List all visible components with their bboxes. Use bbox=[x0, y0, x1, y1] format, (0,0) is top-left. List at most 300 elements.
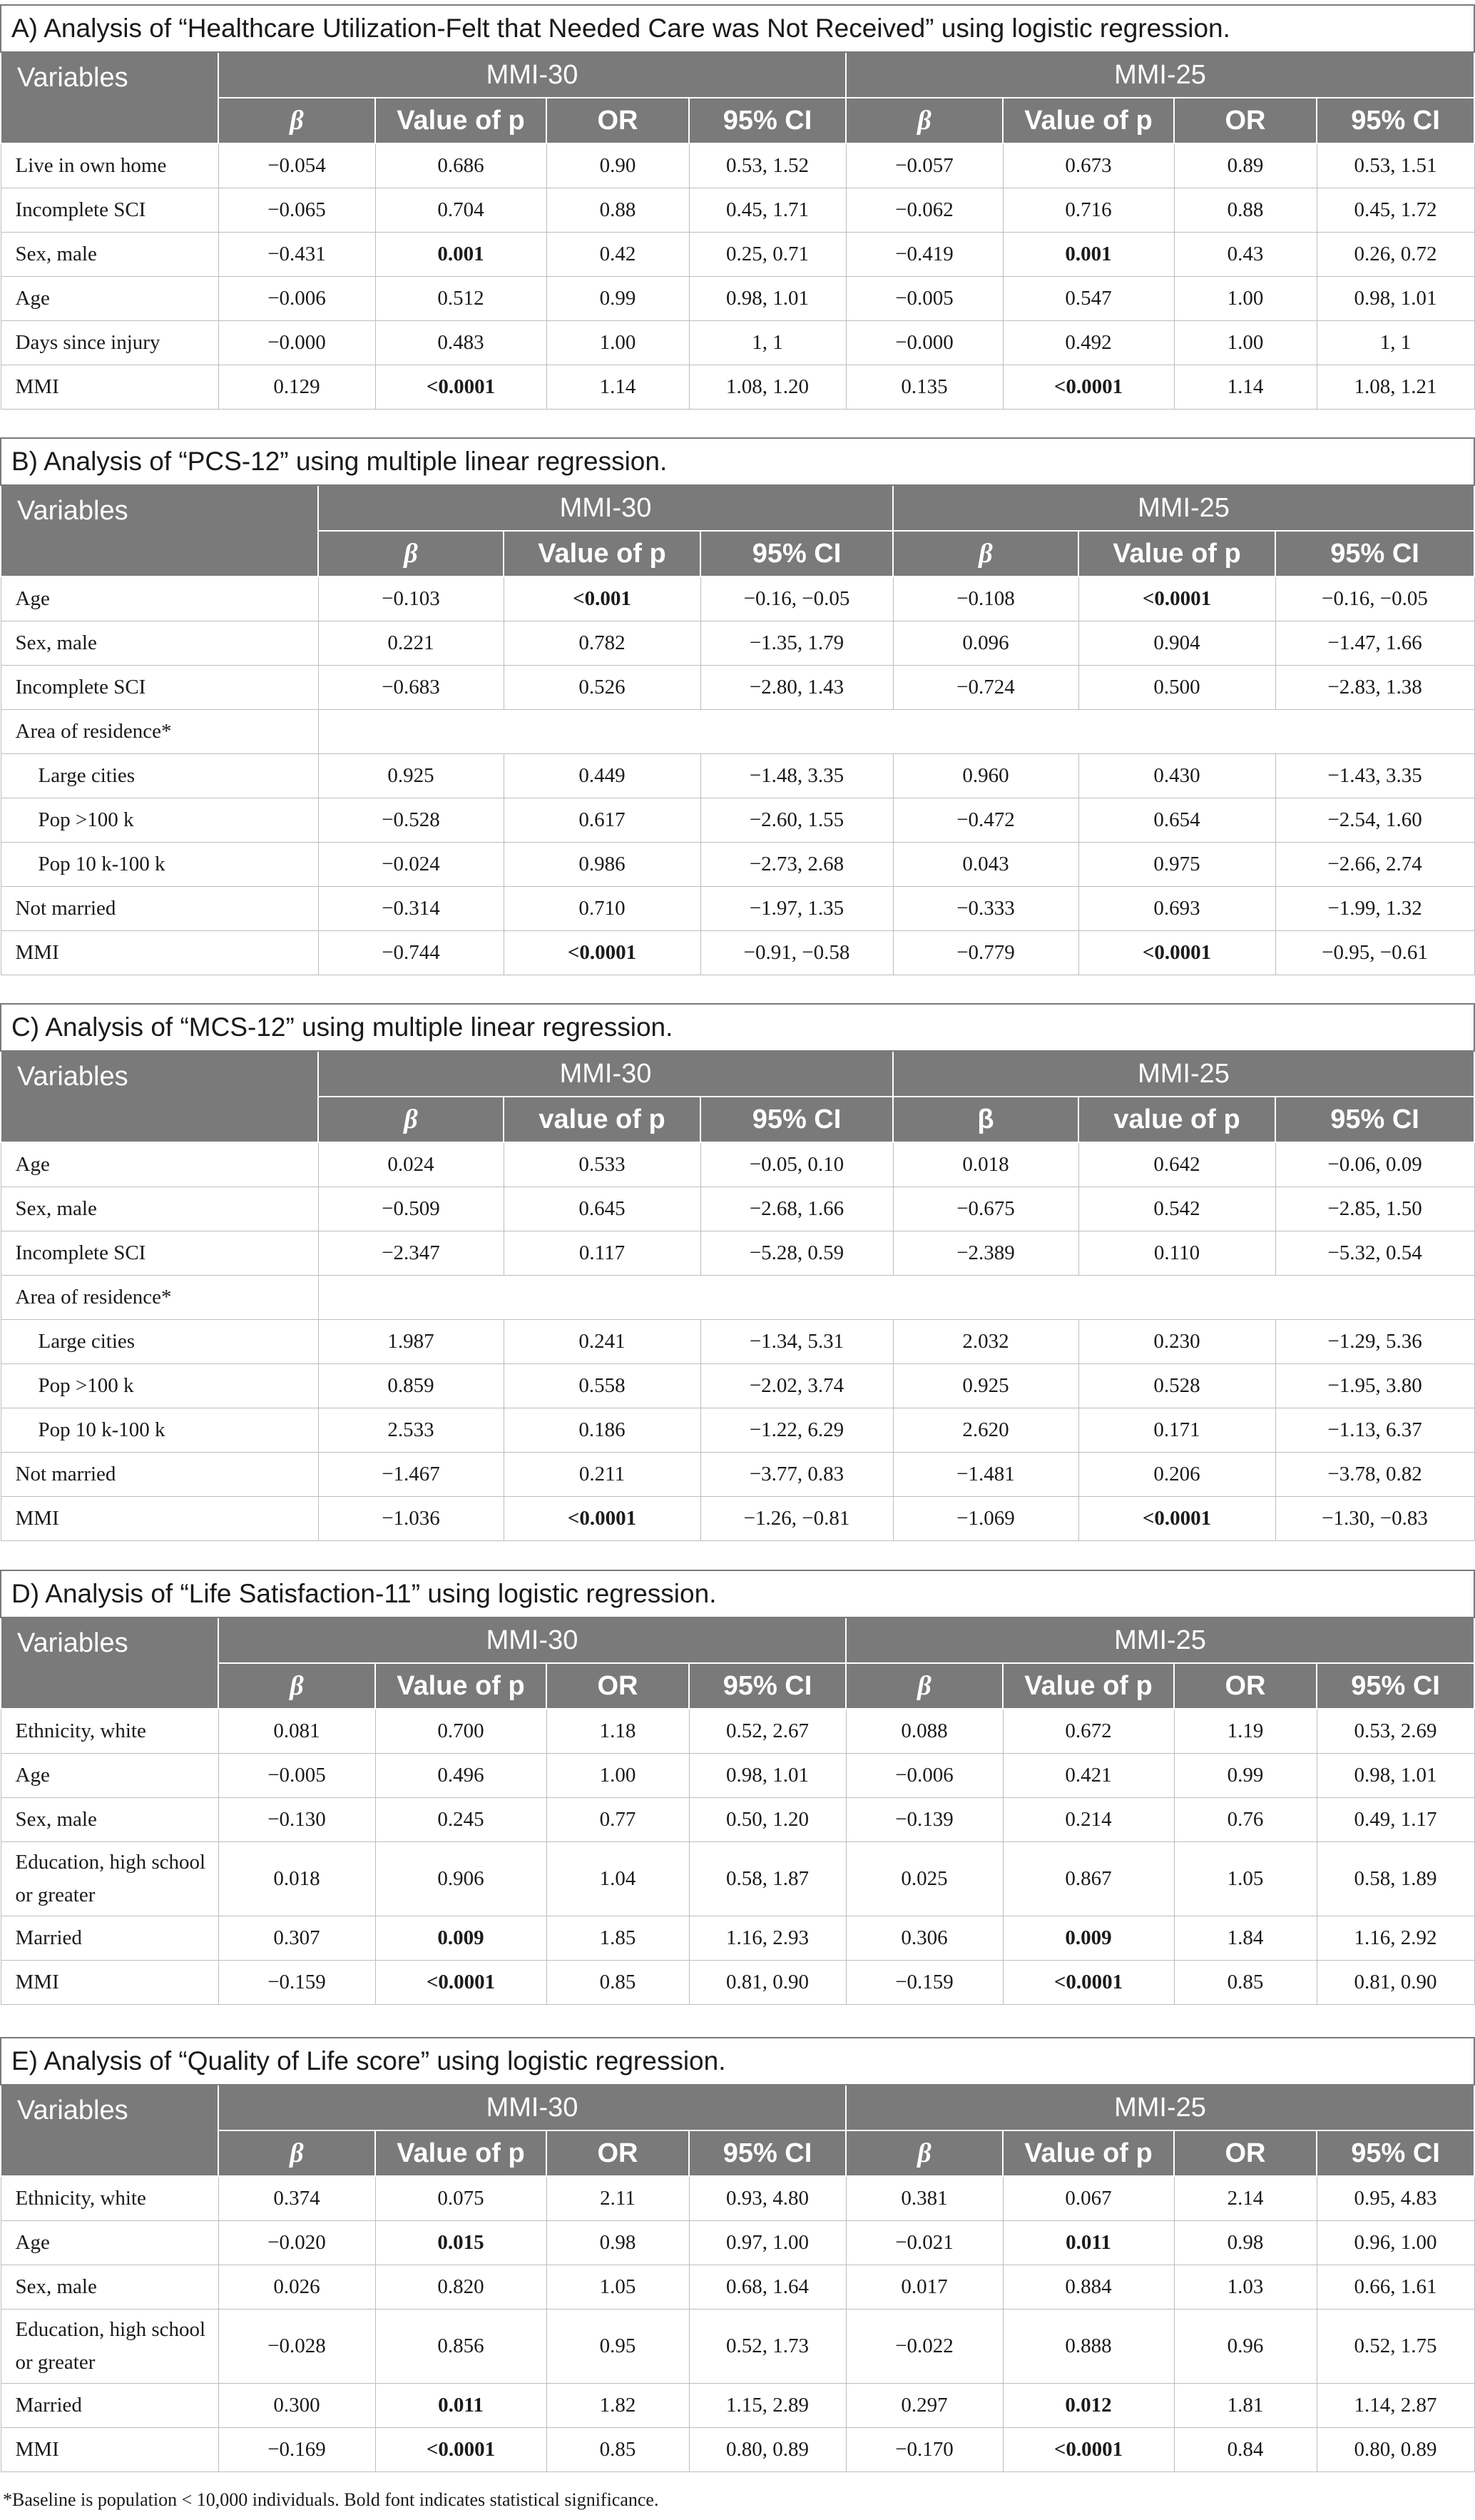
table-cell: 0.704 bbox=[375, 188, 546, 232]
table-cell: <0.0001 bbox=[1078, 1496, 1275, 1540]
table-d bbox=[0, 1570, 1475, 2005]
table-cell: 0.026 bbox=[218, 2265, 375, 2309]
table-cell: 0.867 bbox=[1003, 1841, 1174, 1916]
column-header: OR bbox=[546, 98, 689, 143]
row-label: MMI bbox=[1, 2427, 218, 2471]
row-label: Days since injury bbox=[1, 320, 218, 365]
row-label: MMI bbox=[1, 1496, 318, 1540]
row-label: Ethnicity, white bbox=[1, 1709, 218, 1753]
row-label: Age bbox=[1, 276, 218, 320]
table-cell: 0.98, 1.01 bbox=[1317, 276, 1474, 320]
table-row bbox=[1, 1319, 1474, 1363]
table-cell: −2.60, 1.55 bbox=[700, 798, 893, 842]
table-cell: 0.542 bbox=[1078, 1187, 1275, 1231]
table-cell: 0.011 bbox=[375, 2383, 546, 2427]
table-row bbox=[1, 188, 1474, 232]
table-cell: 0.214 bbox=[1003, 1797, 1174, 1841]
table-cell: −2.68, 1.66 bbox=[700, 1187, 893, 1231]
table-cell: −0.139 bbox=[846, 1797, 1003, 1841]
table-cell: 0.512 bbox=[375, 276, 546, 320]
table-cell: 2.533 bbox=[318, 1408, 504, 1452]
table-cell: 0.43 bbox=[1174, 232, 1317, 276]
group-header-mmi30: MMI-30 bbox=[218, 1617, 846, 1663]
row-label: Incomplete SCI bbox=[1, 188, 218, 232]
table-cell: −0.006 bbox=[846, 1753, 1003, 1797]
table-row bbox=[1, 2176, 1474, 2220]
column-header: OR bbox=[1174, 98, 1317, 143]
table-cell: <0.0001 bbox=[1003, 365, 1174, 409]
table-cell: −1.069 bbox=[893, 1496, 1078, 1540]
table-cell: 0.081 bbox=[218, 1709, 375, 1753]
table-cell: −2.347 bbox=[318, 1231, 504, 1275]
table-cell: 0.77 bbox=[546, 1797, 689, 1841]
section-d bbox=[0, 1570, 1474, 2005]
table-cell: −0.130 bbox=[218, 1797, 375, 1841]
table-cell: −1.467 bbox=[318, 1452, 504, 1496]
table-cell: 0.642 bbox=[1078, 1142, 1275, 1187]
table-cell: 0.011 bbox=[1003, 2220, 1174, 2265]
section-title: D) Analysis of “Life Satisfaction-11” using logistic regression. bbox=[1, 1570, 1474, 1617]
table-cell: 0.533 bbox=[504, 1142, 700, 1187]
column-header: OR bbox=[546, 1663, 689, 1709]
table-row bbox=[1, 1753, 1474, 1797]
table-row bbox=[1, 1841, 1474, 1916]
column-header: value of p bbox=[1078, 1097, 1275, 1142]
table-cell: −3.78, 0.82 bbox=[1275, 1452, 1474, 1496]
table-cell: 0.98 bbox=[546, 2220, 689, 2265]
group-header-mmi25: MMI-25 bbox=[893, 485, 1474, 531]
table-cell: 1.16, 2.93 bbox=[689, 1916, 846, 1960]
column-header: Value of p bbox=[1003, 2130, 1174, 2176]
section-e bbox=[0, 2037, 1474, 2472]
group-header-mmi30: MMI-30 bbox=[318, 485, 893, 531]
column-header: β bbox=[846, 2130, 1003, 2176]
group-header-mmi25: MMI-25 bbox=[846, 2085, 1474, 2130]
table-cell: 0.230 bbox=[1078, 1319, 1275, 1363]
section-c bbox=[0, 1003, 1474, 1541]
table-cell: 2.032 bbox=[893, 1319, 1078, 1363]
table-cell: −0.020 bbox=[218, 2220, 375, 2265]
table-cell: −1.30, −0.83 bbox=[1275, 1496, 1474, 1540]
table-row bbox=[1, 1496, 1474, 1540]
table-cell: 0.001 bbox=[1003, 232, 1174, 276]
table-cell: 0.245 bbox=[375, 1797, 546, 1841]
table-cell: −0.108 bbox=[893, 576, 1078, 621]
table-cell: 0.018 bbox=[893, 1142, 1078, 1187]
table-cell: 0.043 bbox=[893, 842, 1078, 886]
column-header: 95% CI bbox=[689, 2130, 846, 2176]
table-cell: 0.88 bbox=[1174, 188, 1317, 232]
table-cell: 0.42 bbox=[546, 232, 689, 276]
group-header-mmi30: MMI-30 bbox=[218, 2085, 846, 2130]
table-row bbox=[1, 709, 1474, 753]
table-cell: 0.673 bbox=[1003, 143, 1174, 188]
table-cell: 0.859 bbox=[318, 1363, 504, 1408]
table-row bbox=[1, 1797, 1474, 1841]
table-cell: 1.19 bbox=[1174, 1709, 1317, 1753]
table-cell: −1.22, 6.29 bbox=[700, 1408, 893, 1452]
table-cell: 0.52, 2.67 bbox=[689, 1709, 846, 1753]
table-cell: 1.81 bbox=[1174, 2383, 1317, 2427]
table-cell: 0.904 bbox=[1078, 621, 1275, 665]
table-cell: 0.483 bbox=[375, 320, 546, 365]
row-label: Age bbox=[1, 1753, 218, 1797]
table-cell: 1.03 bbox=[1174, 2265, 1317, 2309]
table-cell: 0.558 bbox=[504, 1363, 700, 1408]
table-cell: −0.057 bbox=[846, 143, 1003, 188]
variables-header: Variables bbox=[1, 2085, 218, 2176]
table-cell: 0.81, 0.90 bbox=[689, 1960, 846, 2004]
table-cell: 0.017 bbox=[846, 2265, 1003, 2309]
table-cell: 0.85 bbox=[546, 1960, 689, 2004]
table-cell: −2.389 bbox=[893, 1231, 1078, 1275]
table-cell: −0.005 bbox=[846, 276, 1003, 320]
table-row bbox=[1, 1187, 1474, 1231]
table-cell: −1.26, −0.81 bbox=[700, 1496, 893, 1540]
table-cell: 0.52, 1.73 bbox=[689, 2309, 846, 2383]
table-cell: 0.496 bbox=[375, 1753, 546, 1797]
table-cell: −0.333 bbox=[893, 886, 1078, 930]
column-header: 95% CI bbox=[1275, 1097, 1474, 1142]
table-cell: 0.820 bbox=[375, 2265, 546, 2309]
table-cell: 0.986 bbox=[504, 842, 700, 886]
section-title: E) Analysis of “Quality of Life score” using logistic regression. bbox=[1, 2038, 1474, 2085]
table-row bbox=[1, 1142, 1474, 1187]
table-cell: 0.95, 4.83 bbox=[1317, 2176, 1474, 2220]
table-cell: −0.169 bbox=[218, 2427, 375, 2471]
table-cell: 0.96, 1.00 bbox=[1317, 2220, 1474, 2265]
table-cell: 1.82 bbox=[546, 2383, 689, 2427]
table-cell: <0.0001 bbox=[1078, 930, 1275, 975]
table-cell: −2.54, 1.60 bbox=[1275, 798, 1474, 842]
table-cell: 0.96 bbox=[1174, 2309, 1317, 2383]
table-cell: −0.06, 0.09 bbox=[1275, 1142, 1474, 1187]
row-label: Incomplete SCI bbox=[1, 665, 318, 709]
row-label: Education, high school or greater bbox=[1, 1841, 218, 1916]
table-cell: −0.000 bbox=[846, 320, 1003, 365]
table-cell: 1.00 bbox=[1174, 320, 1317, 365]
table-cell: −0.065 bbox=[218, 188, 375, 232]
table-cell: −1.48, 3.35 bbox=[700, 753, 893, 798]
table-cell: 0.710 bbox=[504, 886, 700, 930]
table-cell: 0.617 bbox=[504, 798, 700, 842]
table-cell: −0.028 bbox=[218, 2309, 375, 2383]
row-label: Pop >100 k bbox=[1, 1363, 318, 1408]
column-header: 95% CI bbox=[1317, 1663, 1474, 1709]
table-cell: 0.53, 2.69 bbox=[1317, 1709, 1474, 1753]
table-cell: 0.66, 1.61 bbox=[1317, 2265, 1474, 2309]
row-label: Sex, male bbox=[1, 232, 218, 276]
column-header: OR bbox=[1174, 2130, 1317, 2176]
table-cell: −0.16, −0.05 bbox=[1275, 576, 1474, 621]
table-row bbox=[1, 930, 1474, 975]
column-header: 95% CI bbox=[700, 1097, 893, 1142]
table-cell: 0.98 bbox=[1174, 2220, 1317, 2265]
table-cell: −1.97, 1.35 bbox=[700, 886, 893, 930]
variables-header: Variables bbox=[1, 1617, 218, 1709]
table-cell: −0.159 bbox=[218, 1960, 375, 2004]
table-cell: 0.99 bbox=[1174, 1753, 1317, 1797]
row-label: Age bbox=[1, 576, 318, 621]
table-cell: 1.15, 2.89 bbox=[689, 2383, 846, 2427]
table-row bbox=[1, 1408, 1474, 1452]
table-cell: −0.103 bbox=[318, 576, 504, 621]
variables-header: Variables bbox=[1, 485, 318, 576]
column-header: 95% CI bbox=[1317, 98, 1474, 143]
table-row bbox=[1, 320, 1474, 365]
table-cell: 0.925 bbox=[318, 753, 504, 798]
table-row bbox=[1, 1960, 1474, 2004]
row-label: Not married bbox=[1, 1452, 318, 1496]
row-label: Sex, male bbox=[1, 1187, 318, 1231]
table-cell: 0.884 bbox=[1003, 2265, 1174, 2309]
group-header-mmi30: MMI-30 bbox=[218, 52, 846, 98]
table-cell: −0.021 bbox=[846, 2220, 1003, 2265]
table-cell: −0.683 bbox=[318, 665, 504, 709]
table-row bbox=[1, 1363, 1474, 1408]
table-cell: 1.04 bbox=[546, 1841, 689, 1916]
table-cell: 0.80, 0.89 bbox=[1317, 2427, 1474, 2471]
column-header: β bbox=[218, 98, 375, 143]
table-cell: 0.672 bbox=[1003, 1709, 1174, 1753]
table-cell: 0.374 bbox=[218, 2176, 375, 2220]
column-header: β bbox=[318, 531, 504, 576]
table-row bbox=[1, 2427, 1474, 2471]
table-cell: 1.00 bbox=[546, 320, 689, 365]
table-row bbox=[1, 1709, 1474, 1753]
table-cell: 0.015 bbox=[375, 2220, 546, 2265]
table-cell: 0.58, 1.89 bbox=[1317, 1841, 1474, 1916]
table-cell: 2.11 bbox=[546, 2176, 689, 2220]
table-cell: 0.009 bbox=[1003, 1916, 1174, 1960]
table-c bbox=[0, 1003, 1475, 1541]
table-cell: 0.76 bbox=[1174, 1797, 1317, 1841]
table-cell: 0.171 bbox=[1078, 1408, 1275, 1452]
table-cell: 0.700 bbox=[375, 1709, 546, 1753]
table-cell: 1.08, 1.20 bbox=[689, 365, 846, 409]
group-header-mmi25: MMI-25 bbox=[893, 1051, 1474, 1097]
table-cell: 0.960 bbox=[893, 753, 1078, 798]
table-cell: 1.00 bbox=[1174, 276, 1317, 320]
table-cell: 0.782 bbox=[504, 621, 700, 665]
table-cell: 1.84 bbox=[1174, 1916, 1317, 1960]
table-cell: −0.431 bbox=[218, 232, 375, 276]
table-cell: −5.32, 0.54 bbox=[1275, 1231, 1474, 1275]
table-cell: 0.25, 0.71 bbox=[689, 232, 846, 276]
table-cell: 0.26, 0.72 bbox=[1317, 232, 1474, 276]
table-cell: 0.58, 1.87 bbox=[689, 1841, 846, 1916]
table-cell: 0.117 bbox=[504, 1231, 700, 1275]
table-row bbox=[1, 2383, 1474, 2427]
table-cell: <0.0001 bbox=[375, 2427, 546, 2471]
table-cell: 0.97, 1.00 bbox=[689, 2220, 846, 2265]
table-cell: −1.35, 1.79 bbox=[700, 621, 893, 665]
table-cell: <0.0001 bbox=[1003, 1960, 1174, 2004]
column-header: Value of p bbox=[375, 98, 546, 143]
table-cell: 0.421 bbox=[1003, 1753, 1174, 1797]
row-label: Pop 10 k-100 k bbox=[1, 1408, 318, 1452]
row-label: Married bbox=[1, 2383, 218, 2427]
table-cell: 1.05 bbox=[1174, 1841, 1317, 1916]
table-cell: <0.0001 bbox=[375, 1960, 546, 2004]
table-cell: 0.067 bbox=[1003, 2176, 1174, 2220]
table-cell: 0.528 bbox=[1078, 1363, 1275, 1408]
table-row bbox=[1, 1275, 1474, 1319]
table-cell: −1.47, 1.66 bbox=[1275, 621, 1474, 665]
row-label: Ethnicity, white bbox=[1, 2176, 218, 2220]
table-cell bbox=[318, 709, 1474, 753]
table-cell: −2.80, 1.43 bbox=[700, 665, 893, 709]
table-cell: −0.159 bbox=[846, 1960, 1003, 2004]
table-cell: −1.036 bbox=[318, 1496, 504, 1540]
table-cell: 0.53, 1.52 bbox=[689, 143, 846, 188]
section-a bbox=[0, 4, 1474, 410]
table-cell: −3.77, 0.83 bbox=[700, 1452, 893, 1496]
table-row bbox=[1, 753, 1474, 798]
table-cell: −0.528 bbox=[318, 798, 504, 842]
table-cell: 0.654 bbox=[1078, 798, 1275, 842]
table-row bbox=[1, 232, 1474, 276]
column-header: β bbox=[846, 1663, 1003, 1709]
table-cell: 2.620 bbox=[893, 1408, 1078, 1452]
table-row bbox=[1, 1916, 1474, 1960]
table-cell: −2.66, 2.74 bbox=[1275, 842, 1474, 886]
table-cell: 0.381 bbox=[846, 2176, 1003, 2220]
table-cell: 0.297 bbox=[846, 2383, 1003, 2427]
table-cell: 0.50, 1.20 bbox=[689, 1797, 846, 1841]
row-label: Pop >100 k bbox=[1, 798, 318, 842]
table-cell: 0.306 bbox=[846, 1916, 1003, 1960]
row-label: Sex, male bbox=[1, 621, 318, 665]
table-cell: 0.52, 1.75 bbox=[1317, 2309, 1474, 2383]
table-cell: −0.062 bbox=[846, 188, 1003, 232]
column-header: value of p bbox=[504, 1097, 700, 1142]
table-cell: −1.29, 5.36 bbox=[1275, 1319, 1474, 1363]
table-cell: 0.526 bbox=[504, 665, 700, 709]
table-cell: 0.90 bbox=[546, 143, 689, 188]
table-cell: 0.45, 1.72 bbox=[1317, 188, 1474, 232]
table-cell: 0.888 bbox=[1003, 2309, 1174, 2383]
table-cell: 0.49, 1.17 bbox=[1317, 1797, 1474, 1841]
table-cell: −0.724 bbox=[893, 665, 1078, 709]
table-cell: −0.314 bbox=[318, 886, 504, 930]
table-cell: 0.012 bbox=[1003, 2383, 1174, 2427]
table-cell: −0.472 bbox=[893, 798, 1078, 842]
table-cell: 0.129 bbox=[218, 365, 375, 409]
table-cell: 1.14 bbox=[1174, 365, 1317, 409]
column-header: Value of p bbox=[504, 531, 700, 576]
column-header: Value of p bbox=[1003, 98, 1174, 143]
table-cell: −1.43, 3.35 bbox=[1275, 753, 1474, 798]
column-header: 95% CI bbox=[700, 531, 893, 576]
table-cell: 2.14 bbox=[1174, 2176, 1317, 2220]
table-cell: 1.16, 2.92 bbox=[1317, 1916, 1474, 1960]
table-cell: −1.99, 1.32 bbox=[1275, 886, 1474, 930]
column-header: 95% CI bbox=[689, 98, 846, 143]
table-cell: 0.300 bbox=[218, 2383, 375, 2427]
table-cell: 0.025 bbox=[846, 1841, 1003, 1916]
row-label: Area of residence* bbox=[1, 1275, 318, 1319]
row-label: MMI bbox=[1, 365, 218, 409]
table-cell: 0.645 bbox=[504, 1187, 700, 1231]
row-label: Not married bbox=[1, 886, 318, 930]
table-cell: 0.492 bbox=[1003, 320, 1174, 365]
column-header: β bbox=[893, 1097, 1078, 1142]
table-row bbox=[1, 621, 1474, 665]
table-cell: −0.05, 0.10 bbox=[700, 1142, 893, 1187]
column-header: β bbox=[218, 1663, 375, 1709]
table-cell: 0.975 bbox=[1078, 842, 1275, 886]
table-cell: 0.93, 4.80 bbox=[689, 2176, 846, 2220]
table-cell: 1.987 bbox=[318, 1319, 504, 1363]
table-row bbox=[1, 842, 1474, 886]
table-cell: 0.89 bbox=[1174, 143, 1317, 188]
table-cell: −0.779 bbox=[893, 930, 1078, 975]
table-cell: 0.98, 1.01 bbox=[689, 1753, 846, 1797]
row-label: Sex, male bbox=[1, 2265, 218, 2309]
column-header: 95% CI bbox=[689, 1663, 846, 1709]
table-cell: −0.675 bbox=[893, 1187, 1078, 1231]
table-cell: 0.449 bbox=[504, 753, 700, 798]
table-cell: 0.80, 0.89 bbox=[689, 2427, 846, 2471]
row-label: Age bbox=[1, 1142, 318, 1187]
row-label: Live in own home bbox=[1, 143, 218, 188]
table-cell: 1.08, 1.21 bbox=[1317, 365, 1474, 409]
variables-header: Variables bbox=[1, 52, 218, 143]
table-cell: 0.547 bbox=[1003, 276, 1174, 320]
row-label: Married bbox=[1, 1916, 218, 1960]
table-cell: 1.85 bbox=[546, 1916, 689, 1960]
group-header-mmi25: MMI-25 bbox=[846, 1617, 1474, 1663]
table-cell: 0.716 bbox=[1003, 188, 1174, 232]
table-cell: 0.024 bbox=[318, 1142, 504, 1187]
column-header: β bbox=[846, 98, 1003, 143]
group-header-mmi25: MMI-25 bbox=[846, 52, 1474, 98]
table-row bbox=[1, 2220, 1474, 2265]
table-cell: 0.85 bbox=[1174, 1960, 1317, 2004]
row-label: MMI bbox=[1, 1960, 218, 2004]
table-cell: −2.83, 1.38 bbox=[1275, 665, 1474, 709]
table-cell: −0.006 bbox=[218, 276, 375, 320]
table-cell: 0.075 bbox=[375, 2176, 546, 2220]
table-a bbox=[0, 4, 1475, 410]
table-cell: 0.84 bbox=[1174, 2427, 1317, 2471]
column-header: OR bbox=[1174, 1663, 1317, 1709]
table-cell: −1.13, 6.37 bbox=[1275, 1408, 1474, 1452]
column-header: β bbox=[318, 1097, 504, 1142]
row-label: Sex, male bbox=[1, 1797, 218, 1841]
table-cell: 0.088 bbox=[846, 1709, 1003, 1753]
footnote: *Baseline is population < 10,000 individuals. Bold font indicates statistical significance. bbox=[3, 2489, 659, 2510]
table-row bbox=[1, 798, 1474, 842]
table-cell: 0.018 bbox=[218, 1841, 375, 1916]
table-cell: −0.170 bbox=[846, 2427, 1003, 2471]
group-header-mmi30: MMI-30 bbox=[318, 1051, 893, 1097]
table-cell: 1.14, 2.87 bbox=[1317, 2383, 1474, 2427]
table-cell: 1.14 bbox=[546, 365, 689, 409]
table-cell: −2.73, 2.68 bbox=[700, 842, 893, 886]
table-cell: 0.45, 1.71 bbox=[689, 188, 846, 232]
table-cell: −0.16, −0.05 bbox=[700, 576, 893, 621]
table-cell bbox=[318, 1275, 1474, 1319]
row-label: Area of residence* bbox=[1, 709, 318, 753]
table-cell: −1.95, 3.80 bbox=[1275, 1363, 1474, 1408]
column-header: β bbox=[893, 531, 1078, 576]
table-cell: 0.186 bbox=[504, 1408, 700, 1452]
row-label: MMI bbox=[1, 930, 318, 975]
table-cell: 0.88 bbox=[546, 188, 689, 232]
column-header: OR bbox=[546, 2130, 689, 2176]
